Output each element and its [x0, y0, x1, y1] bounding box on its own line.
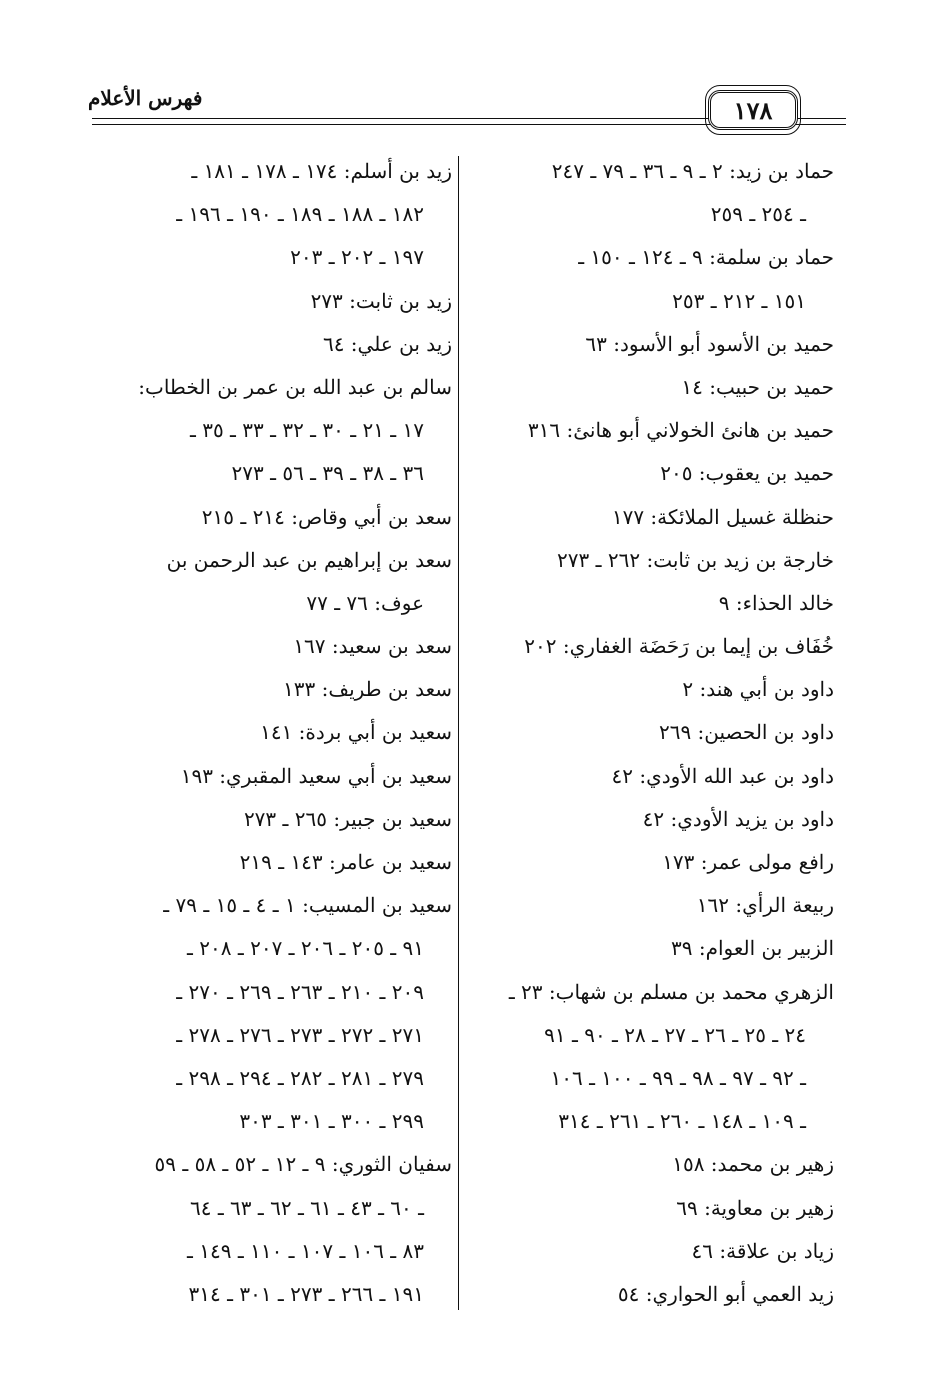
index-entry-continuation: ١٧ ـ ٢١ ـ ٣٠ ـ ٣٢ ـ ٣٣ ـ ٣٥ ـ [189, 418, 424, 443]
index-entry-continuation: ٢٧١ ـ ٢٧٢ ـ ٢٧٣ ـ ٢٧٦ ـ ٢٧٨ ـ [176, 1022, 424, 1047]
page-header-title: فهرس الأعلام [88, 86, 203, 110]
index-entry-continuation: ٨٣ ـ ١٠٦ ـ ١٠٧ ـ ١١٠ ـ ١٤٩ ـ [187, 1238, 424, 1263]
index-entry: سعيد بن أبي سعيد المقبري: ١٩٣ [180, 763, 452, 788]
index-entry-continuation: ٢٧٩ ـ ٢٨١ ـ ٢٨٢ ـ ٢٩٤ ـ ٢٩٨ ـ [176, 1065, 424, 1090]
index-entry: زيد بن علي: ٦٤ [322, 331, 452, 356]
index-entry: خارجة بن زيد بن ثابت: ٢٦٢ ـ ٢٧٣ [557, 547, 834, 572]
index-entry: حميد بن الأسود أبو الأسود: ٦٣ [585, 331, 834, 356]
index-entry-continuation: ٢٩٩ ـ ٣٠٠ ـ ٣٠١ ـ ٣٠٣ [239, 1109, 424, 1134]
index-entry: خُفَاف بن إيما بن رَحَضَة الغفاري: ٢٠٢ [524, 634, 834, 659]
index-entry-continuation: ٢٤ ـ ٢٥ ـ ٢٦ ـ ٢٧ ـ ٢٨ ـ ٩٠ ـ ٩١ [544, 1022, 806, 1047]
index-entry: سعد بن سعيد: ١٦٧ [293, 634, 452, 659]
index-entry: سعد بن إبراهيم بن عبد الرحمن بن [166, 547, 452, 572]
index-entry: زيد العمي أبو الحواري: ٥٤ [617, 1281, 834, 1306]
index-entry-continuation: ١٩٧ ـ ٢٠٢ ـ ٢٠٣ [290, 245, 424, 270]
index-entry: الزهري محمد بن مسلم بن شهاب: ٢٣ ـ [508, 979, 834, 1004]
index-entry-continuation: ٣٦ ـ ٣٨ ـ ٣٩ ـ ٥٦ ـ ٢٧٣ [231, 461, 424, 486]
index-entry: زهير بن محمد: ١٥٨ [672, 1152, 834, 1177]
index-entry-continuation: ٢٠٩ ـ ٢١٠ ـ ٢٦٣ ـ ٢٦٩ ـ ٢٧٠ ـ [176, 979, 424, 1004]
index-entry-continuation: ١٩١ ـ ٢٦٦ ـ ٢٧٣ ـ ٣٠١ ـ ٣١٤ [188, 1281, 424, 1306]
index-entry: زيد بن أسلم: ١٧٤ ـ ١٧٨ ـ ١٨١ ـ [191, 159, 452, 183]
index-entry: حميد بن حبيب: ١٤ [681, 374, 834, 399]
index-entry: سعد بن أبي وقاص: ٢١٤ ـ ٢١٥ [201, 504, 452, 529]
index-entry: سعد بن طريف: ١٣٣ [283, 677, 452, 702]
index-entry: سفيان الثوري: ٩ ـ ١٢ ـ ٥٢ ـ ٥٨ ـ ٥٩ [154, 1152, 452, 1177]
index-entry: ربيعة الرأي: ١٦٢ [696, 893, 834, 918]
index-entry: سعيد بن أبي بردة: ١٤١ [260, 720, 452, 745]
index-entry-continuation: ـ ٢٥٤ ـ ٢٥٩ [710, 202, 806, 227]
index-entry-continuation: عوف: ٧٦ ـ ٧٧ [306, 590, 424, 615]
index-entry: داود بن يزيد الأودي: ٤٢ [642, 806, 834, 831]
page-number-dash-bottom [800, 124, 844, 125]
column-divider [458, 156, 459, 1310]
index-entry: حماد بن زيد: ٢ ـ ٩ ـ ٣٦ ـ ٧٩ ـ ٢٤٧ [551, 159, 834, 183]
index-entry: حماد بن سلمة: ٩ ـ ١٢٤ ـ ١٥٠ ـ [578, 245, 834, 270]
index-column-left [90, 150, 452, 1316]
index-entry: حميد بن يعقوب: ٢٠٥ [660, 461, 834, 486]
index-entry-continuation: ـ ٩٢ ـ ٩٧ ـ ٩٨ ـ ٩٩ ـ ١٠٠ ـ ١٠٦ [550, 1065, 806, 1090]
index-entry: حميد بن هانئ الخولاني أبو هانئ: ٣١٦ [527, 418, 834, 443]
index-entry-continuation: ـ ١٠٩ ـ ١٤٨ ـ ٢٦٠ ـ ٢٦١ ـ ٣١٤ [558, 1109, 806, 1134]
index-entry: الزبير بن العوام: ٣٩ [671, 936, 834, 961]
index-entry: داود بن الحصين: ٢٦٩ [658, 720, 834, 745]
index-entry-continuation: ـ ٦٠ ـ ٤٣ ـ ٦١ ـ ٦٢ ـ ٦٣ ـ ٦٤ [189, 1195, 424, 1220]
index-entry-continuation: ١٥١ ـ ٢١٢ ـ ٢٥٣ [672, 288, 806, 313]
index-entry: رافع مولى عمر: ١٧٣ [662, 850, 834, 874]
index-entry-continuation: ١٨٢ ـ ١٨٨ ـ ١٨٩ ـ ١٩٠ ـ ١٩٦ ـ [176, 202, 424, 227]
index-entry: زهير بن معاوية: ٦٩ [676, 1195, 834, 1220]
index-entry: زياد بن علاقة: ٤٦ [691, 1238, 834, 1263]
index-entry: سعيد بن عامر: ١٤٣ ـ ٢١٩ [239, 850, 452, 874]
index-entry: سالم بن عبد الله بن عمر بن الخطاب: [138, 374, 452, 399]
index-entry: سعيد بن المسيب: ١ ـ ٤ ـ ١٥ ـ ٧٩ ـ [163, 893, 452, 918]
index-entry: سعيد بن جبير: ٢٦٥ ـ ٢٧٣ [243, 806, 452, 831]
index-entry: داود بن عبد الله الأودي: ٤٢ [611, 763, 834, 788]
index-entry: داود بن أبي هند: ٢ [682, 677, 834, 702]
page-number: ١٧٨ [733, 95, 773, 125]
index-entry: زيد بن ثابت: ٢٧٣ [310, 288, 452, 313]
page-number-frame [708, 90, 798, 130]
index-entry: حنظلة غسيل الملائكة: ١٧٧ [611, 504, 834, 529]
index-column-right [466, 150, 834, 1316]
page-number-dash-top [800, 118, 844, 119]
index-entry: خالد الحذاء: ٩ [718, 590, 834, 615]
index-entry-continuation: ٩١ ـ ٢٠٥ ـ ٢٠٦ ـ ٢٠٧ ـ ٢٠٨ ـ [187, 936, 424, 961]
